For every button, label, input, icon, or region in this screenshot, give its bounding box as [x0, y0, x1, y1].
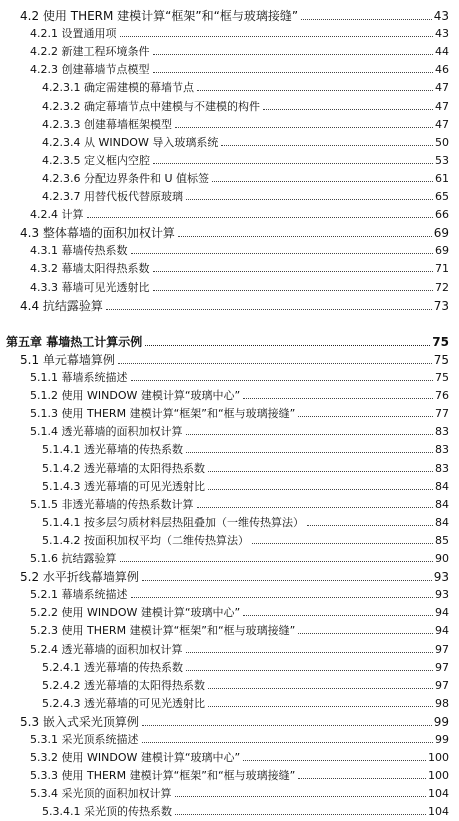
toc-entry-title: 按面积加权平均（二维传热算法） — [83, 533, 249, 547]
toc-entry-title: 透光幕墙的可见光透射比 — [83, 479, 205, 493]
toc-entry-number: 5.2.1 — [30, 588, 58, 602]
toc-entry-number: 5.1.4.1 — [42, 515, 81, 529]
toc-entry[interactable] — [42, 695, 449, 713]
toc-leader-dots — [197, 90, 433, 91]
toc-leader-dots — [298, 778, 426, 779]
toc-leader-dots — [298, 416, 433, 417]
toc-entry-title: 使用 THERM 建模计算“框架”和“框与玻璃接缝” — [61, 624, 296, 638]
toc-entry-page: 104 — [428, 805, 449, 819]
toc-entry[interactable] — [42, 532, 449, 550]
toc-leader-dots — [263, 109, 433, 110]
toc-entry-page: 99 — [433, 714, 449, 729]
toc-entry-title: 幕墙系统描述 — [61, 371, 128, 384]
toc-entry-title: 整体幕墙的面积加权计算 — [42, 226, 175, 241]
toc-entry-number: 5.3 — [20, 714, 40, 729]
toc-entry-page: 47 — [435, 99, 449, 113]
toc-entry-title: 确定幕墙节点中建模与不建模的构件 — [83, 99, 260, 113]
toc-entry-number: 5.2.2 — [30, 606, 58, 620]
toc-entry-page: 71 — [435, 262, 449, 276]
toc-entry-number: 5.1.1 — [30, 371, 58, 384]
toc-entry-page: 47 — [435, 117, 449, 131]
toc-entry[interactable] — [42, 152, 449, 170]
toc-entry-page: 61 — [435, 171, 449, 185]
toc-entry-page: 94 — [435, 624, 449, 638]
toc-entry[interactable] — [30, 496, 449, 514]
toc-leader-dots — [175, 814, 426, 815]
toc-entry-title: 幕墙热工计算示例 — [46, 334, 143, 349]
toc-entry[interactable] — [42, 441, 449, 459]
toc-entry-number: 4.2.3.5 — [42, 153, 81, 167]
toc-entry-title: 使用 WINDOW 建模计算“玻璃中心” — [61, 389, 241, 403]
toc-entry[interactable] — [30, 43, 449, 61]
toc-entry-number: 5.1.4 — [30, 425, 58, 439]
toc-entry-page: 75 — [432, 334, 449, 349]
toc-entry-title: 采光顶的传热系数 — [83, 805, 172, 819]
toc-leader-dots — [120, 561, 434, 562]
toc-entry-title: 设置通用项 — [61, 27, 117, 41]
toc-entry-title: 抗结露验算 — [42, 298, 103, 313]
toc-entry-page: 47 — [435, 81, 449, 95]
toc-entry-title: 按多层匀质材料层热阻叠加（一维传热算法） — [83, 515, 304, 529]
toc-leader-dots — [208, 489, 433, 490]
toc-entry-page: 65 — [435, 190, 449, 203]
toc-entry-title: 幕墙传热系数 — [61, 244, 128, 258]
toc-leader-dots — [106, 309, 432, 310]
toc-entry[interactable] — [6, 333, 449, 351]
toc-entry-page: 84 — [435, 515, 449, 529]
toc-entry-page: 93 — [433, 570, 449, 585]
toc-leader-dots — [186, 452, 433, 453]
toc-leader-dots — [186, 670, 433, 671]
toc-entry-number: 5.3.4 — [30, 787, 58, 801]
toc-leader-dots — [175, 796, 427, 797]
toc-leader-dots — [142, 742, 434, 743]
toc-entry-page: 84 — [435, 497, 449, 511]
toc-entry-page: 69 — [435, 244, 449, 258]
toc-entry[interactable] — [30, 550, 449, 568]
toc-entry-number: 5.2.4.2 — [42, 678, 81, 692]
toc-entry-title: 嵌入式采光顶算例 — [42, 714, 139, 729]
toc-leader-dots — [153, 54, 434, 55]
toc-entry-number: 5.1.2 — [30, 389, 58, 403]
toc-entry-number: 5.1.4.2 — [42, 461, 81, 475]
toc-entry-number: 5.3.2 — [30, 751, 58, 765]
toc-leader-dots — [131, 597, 434, 598]
toc-entry-number: 第五章 — [6, 334, 43, 349]
toc-entry-page: 83 — [435, 443, 449, 457]
toc-entry-page: 83 — [435, 425, 449, 439]
toc-entry[interactable] — [42, 79, 449, 97]
toc-entry-page: 46 — [435, 63, 449, 77]
toc-entry-number: 5.1.5 — [30, 497, 58, 511]
toc-entry-number: 4.3.1 — [30, 244, 58, 258]
toc-entry-number: 4.3.3 — [30, 280, 58, 294]
toc-entry[interactable] — [30, 622, 449, 640]
toc-entry-title: 幕墙可见光透射比 — [61, 280, 150, 294]
toc-leader-dots — [142, 725, 432, 726]
toc-leader-dots — [301, 19, 432, 20]
toc-entry-title: 确定需建模的幕墙节点 — [83, 81, 194, 95]
toc-entry[interactable] — [30, 242, 449, 260]
toc-entry[interactable] — [42, 460, 449, 478]
toc-entry[interactable] — [42, 134, 449, 152]
toc-entry-title: 幕墙系统描述 — [61, 588, 128, 602]
toc-entry-title: 使用 WINDOW 建模计算“玻璃中心” — [61, 751, 241, 765]
toc-leader-dots — [243, 615, 433, 616]
toc-entry[interactable] — [30, 25, 449, 43]
toc-leader-dots — [153, 271, 434, 272]
toc-entry-page: 97 — [435, 642, 449, 656]
toc-entry-page: 90 — [435, 552, 449, 565]
toc-entry[interactable] — [42, 98, 449, 116]
toc-entry[interactable] — [30, 604, 449, 622]
toc-entry-number: 5.2 — [20, 570, 40, 585]
toc-entry-title: 采光顶系统描述 — [61, 733, 139, 746]
toc-leader-dots — [243, 398, 433, 399]
toc-entry-page: 43 — [433, 9, 449, 23]
toc-entry-title: 用替代板代替原玻璃 — [83, 190, 183, 203]
toc-leader-dots — [186, 434, 434, 435]
toc-entry-page: 53 — [435, 153, 449, 167]
toc-entry[interactable] — [42, 659, 449, 677]
toc-leader-dots — [131, 253, 434, 254]
toc-entry-number: 5.1.4.1 — [42, 443, 81, 457]
toc-entry-number: 4.2.4 — [30, 208, 58, 222]
toc-entry-page: 97 — [435, 660, 449, 674]
toc-leader-dots — [153, 163, 433, 164]
toc-entry-page: 94 — [435, 606, 449, 620]
toc-entry-number: 4.2.3.2 — [42, 99, 81, 113]
toc-entry[interactable] — [30, 279, 449, 297]
toc-entry-number: 4.2.1 — [30, 27, 58, 41]
toc-entry[interactable] — [30, 767, 449, 785]
toc-entry-number: 5.2.4 — [30, 642, 58, 656]
toc-leader-dots — [186, 199, 433, 200]
toc-leader-dots — [145, 345, 430, 346]
toc-entry-title: 计算 — [61, 208, 84, 222]
toc-entry-title: 抗结露验算 — [61, 552, 117, 565]
toc-leader-dots — [186, 652, 434, 653]
toc-entry-page: 72 — [435, 280, 449, 294]
toc-entry[interactable] — [20, 351, 449, 369]
toc-entry-number: 5.3.1 — [30, 733, 58, 746]
toc-entry-page: 69 — [433, 226, 449, 241]
toc-entry-page: 77 — [435, 407, 449, 421]
toc-entry-page: 44 — [435, 45, 449, 59]
toc-entry-page: 98 — [435, 696, 449, 710]
toc-entry-page: 43 — [435, 27, 449, 41]
toc-entry-title: 创建幕墙节点模型 — [61, 63, 150, 77]
toc-leader-dots — [307, 525, 433, 526]
toc-entry[interactable] — [20, 224, 449, 242]
toc-entry-title: 使用 THERM 建模计算“框架”和“框与玻璃接缝” — [42, 9, 299, 23]
toc-entry-title: 新建工程环境条件 — [61, 45, 150, 59]
toc-entry[interactable] — [42, 188, 449, 206]
toc-entry-title: 透光幕墙的太阳得热系数 — [83, 461, 205, 475]
toc-entry[interactable] — [30, 405, 449, 423]
toc-entry-number: 4.4 — [20, 298, 40, 313]
toc-entry-page: 97 — [435, 678, 449, 692]
toc-entry[interactable] — [42, 170, 449, 188]
toc-entry-page: 75 — [433, 352, 449, 367]
toc-entry-number: 4.3 — [20, 226, 40, 241]
toc-entry-page: 100 — [428, 751, 449, 765]
toc-entry-number: 4.2.3.6 — [42, 171, 81, 185]
toc-entry-page: 76 — [435, 389, 449, 403]
toc-entry[interactable] — [42, 116, 449, 134]
toc-leader-dots — [175, 127, 433, 128]
toc-entry-title: 透光幕墙的传热系数 — [83, 443, 183, 457]
toc-entry[interactable] — [42, 478, 449, 496]
toc-entry-title: 采光顶的面积加权计算 — [61, 787, 172, 801]
toc-entry-title: 定义框内空腔 — [83, 153, 150, 167]
toc-entry-page: 85 — [435, 533, 449, 547]
toc-entry-title: 非透光幕墙的传热系数计算 — [61, 497, 194, 511]
toc-entry-title: 水平折线幕墙算例 — [42, 570, 139, 585]
toc-entry-page: 93 — [435, 588, 449, 602]
toc-entry[interactable] — [30, 749, 449, 767]
toc-entry-title: 透光幕墙的传热系数 — [83, 660, 183, 674]
toc-entry-title: 分配边界条件和 U 值标签 — [83, 171, 210, 185]
toc-entry-page: 75 — [435, 371, 449, 384]
toc-entry-title: 从 WINDOW 导入玻璃系统 — [83, 135, 219, 149]
toc-entry-title: 透光幕墙的可见光透射比 — [83, 696, 205, 710]
toc-entry-number: 4.2.2 — [30, 45, 58, 59]
toc-entry-number: 4.2.3 — [30, 63, 58, 77]
toc-leader-dots — [208, 688, 433, 689]
toc-entry-number: 5.2.4.3 — [42, 696, 81, 710]
toc-entry-number: 5.1.6 — [30, 552, 58, 565]
toc-leader-dots — [243, 760, 426, 761]
toc-leader-dots — [252, 543, 433, 544]
toc-entry[interactable] — [30, 785, 449, 803]
toc-entry-title: 创建幕墙框架模型 — [83, 117, 172, 131]
toc-entry[interactable] — [30, 586, 449, 604]
toc-entry[interactable] — [30, 260, 449, 278]
toc-entry-title: 透光幕墙的太阳得热系数 — [83, 678, 205, 692]
toc-leader-dots — [153, 72, 434, 73]
toc-entry-title: 透光幕墙的面积加权计算 — [61, 425, 183, 439]
toc-entry[interactable] — [30, 206, 449, 224]
toc-entry-page: 73 — [433, 298, 449, 313]
toc-leader-dots — [178, 236, 432, 237]
toc-leader-dots — [120, 36, 434, 37]
toc-entry[interactable] — [42, 514, 449, 532]
toc-entry-page: 100 — [428, 769, 449, 783]
toc-leader-dots — [153, 290, 434, 291]
toc-entry-title: 透光幕墙的面积加权计算 — [61, 642, 183, 656]
toc-entry-title: 单元幕墙算例 — [42, 352, 115, 367]
toc-entry-number: 4.2.3.4 — [42, 135, 81, 149]
toc-entry[interactable] — [30, 387, 449, 405]
toc-entry[interactable] — [20, 568, 449, 586]
toc-entry-title: 使用 WINDOW 建模计算“玻璃中心” — [61, 606, 241, 620]
toc-entry-page: 66 — [435, 208, 449, 222]
toc-entry-number: 5.2.4.1 — [42, 660, 81, 674]
toc-entry-page: 83 — [435, 461, 449, 475]
toc-entry[interactable] — [20, 713, 449, 731]
toc-entry-page: 99 — [435, 733, 449, 746]
toc-leader-dots — [142, 580, 432, 581]
toc-entry-number: 5.1.3 — [30, 407, 58, 421]
toc-leader-dots — [298, 633, 433, 634]
toc-entry[interactable] — [30, 61, 449, 79]
toc-entry-title: 幕墙太阳得热系数 — [61, 262, 150, 276]
toc-entry-number: 5.1 — [20, 352, 40, 367]
toc-entry[interactable] — [42, 803, 449, 821]
toc-leader-dots — [131, 380, 434, 381]
toc-entry[interactable] — [20, 7, 449, 25]
toc-entry-page: 104 — [428, 787, 449, 801]
toc-entry[interactable] — [42, 677, 449, 695]
toc-entry-number: 5.2.3 — [30, 624, 58, 638]
toc-entry-number: 5.3.3 — [30, 769, 58, 783]
toc-entry[interactable] — [20, 297, 449, 315]
toc-leader-dots — [197, 507, 434, 508]
toc-entry[interactable] — [30, 731, 449, 749]
toc-entry-number: 5.3.4.1 — [42, 805, 81, 819]
toc-entry-number: 5.1.4.2 — [42, 533, 81, 547]
toc-entry-page: 50 — [435, 135, 449, 149]
toc-leader-dots — [87, 217, 434, 218]
toc-entry-page: 84 — [435, 479, 449, 493]
toc-entry[interactable] — [30, 423, 449, 441]
toc-entry-number: 4.2.3.3 — [42, 117, 81, 131]
toc-leader-dots — [208, 706, 433, 707]
toc-leader-dots — [212, 181, 433, 182]
toc-entry-number: 4.2.3.1 — [42, 81, 81, 95]
toc-entry-number: 4.3.2 — [30, 262, 58, 276]
toc-entry[interactable] — [30, 641, 449, 659]
toc-entry-number: 4.2 — [20, 9, 40, 23]
toc-entry-title: 使用 THERM 建模计算“框架”和“框与玻璃接缝” — [61, 769, 296, 783]
toc-entry-title: 使用 THERM 建模计算“框架”和“框与玻璃接缝” — [61, 407, 296, 421]
toc-leader-dots — [221, 145, 433, 146]
toc-entry[interactable] — [30, 369, 449, 387]
toc-entry-number: 5.1.4.3 — [42, 479, 81, 493]
toc-leader-dots — [118, 363, 432, 364]
toc-entry-number: 4.2.3.7 — [42, 190, 81, 203]
toc-leader-dots — [208, 471, 433, 472]
